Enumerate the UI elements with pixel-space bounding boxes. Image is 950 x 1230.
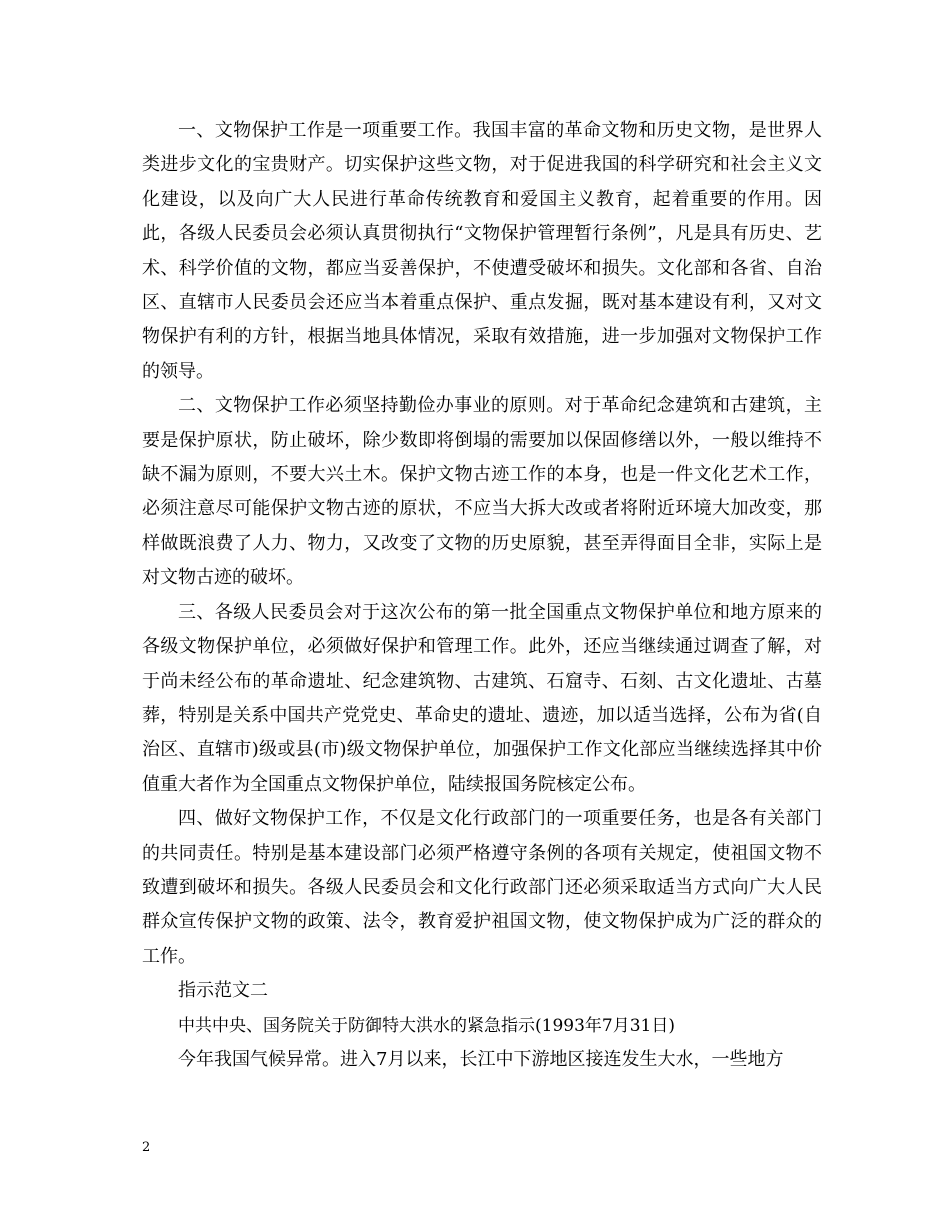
document-body xyxy=(142,114,822,1077)
paragraph-2: 二、文物保护工作必须坚持勤俭办事业的原则。对于革命纪念建筑和古建筑，主要是保护原状，防止破坏，除少数即将倒塌的需要加以保固修缮以外，一般以维持不缺不漏为原则，不要大兴土木。保护文物古迹工作的本身，也是一件文化艺术工作，必须注意尽可能保护文物古迹的原状，不应当大拆大改或者将附近环境大加改变，那样做既浪费了人力、物力，又改变了文物的历史原貌，甚至弄得面目全非，实际上是对文物古迹的破坏。 xyxy=(142,395,822,589)
document-title: 中共中央、国务院关于防御特大洪水的紧急指示(1993年7月31日) xyxy=(178,1015,675,1036)
paragraph-3: 三、各级人民委员会对于这次公布的第一批全国重点文物保护单位和地方原来的各级文物保护单位，必须做好保护和管理工作。此外，还应当继续通过调查了解，对于尚未经公布的革命遗址、纪念建筑物、古建筑、石窟寺、石刻、古文化遗址、古墓葬，特别是关系中国共产党党史、革命史的遗址、遗迹，加以适当选择，公布为省(自治区、直辖市)级或县(市)级文物保护单位，加强保护工作文化部应当继续选择其中价值重大者作为全国重点文物保护单位，陆续报国务院核定公布。 xyxy=(142,601,822,795)
section-heading: 指示范文二 xyxy=(178,980,268,1002)
paragraph-1: 一、文物保护工作是一项重要工作。我国丰富的革命文物和历史文物，是世界人类进步文化的宝贵财产。切实保护这些文物，对于促进我国的科学研究和社会主义文化建设，以及向广大人民进行革命传统教育和爱国主义教育，起着重要的作用。因此，各级人民委员会必须认真贯彻执行“文物保护管理暂行条例”，凡是具有历史、艺术、科学价值的文物，都应当妥善保护，不使遭受破坏和损失。文化部和各省、自治区、直辖市人民委员会还应当本着重点保护、重点发掘，既对基本建设有利，又对文物保护有利的方针，根据当地具体情况，采取有效措施，进一步加强对文物保护工作的领导。 xyxy=(142,120,822,382)
paragraph-4: 四、做好文物保护工作，不仅是文化行政部门的一项重要任务，也是各有关部门的共同责任。特别是基本建设部门必须严格遵守条例的各项有关规定，使祖国文物不致遭到破坏和损失。各级人民委员会和文化行政部门还必须采取适当方式向广大人民群众宣传保护文物的政策、法令，教育爱护祖国文物，使文物保护成为广泛的群众的工作。 xyxy=(142,808,822,967)
page-number: 2 xyxy=(142,1140,151,1155)
paragraph-5: 今年我国气候异常。进入7月以来，长江中下游地区接连发生大水，一些地方 xyxy=(178,1048,784,1070)
